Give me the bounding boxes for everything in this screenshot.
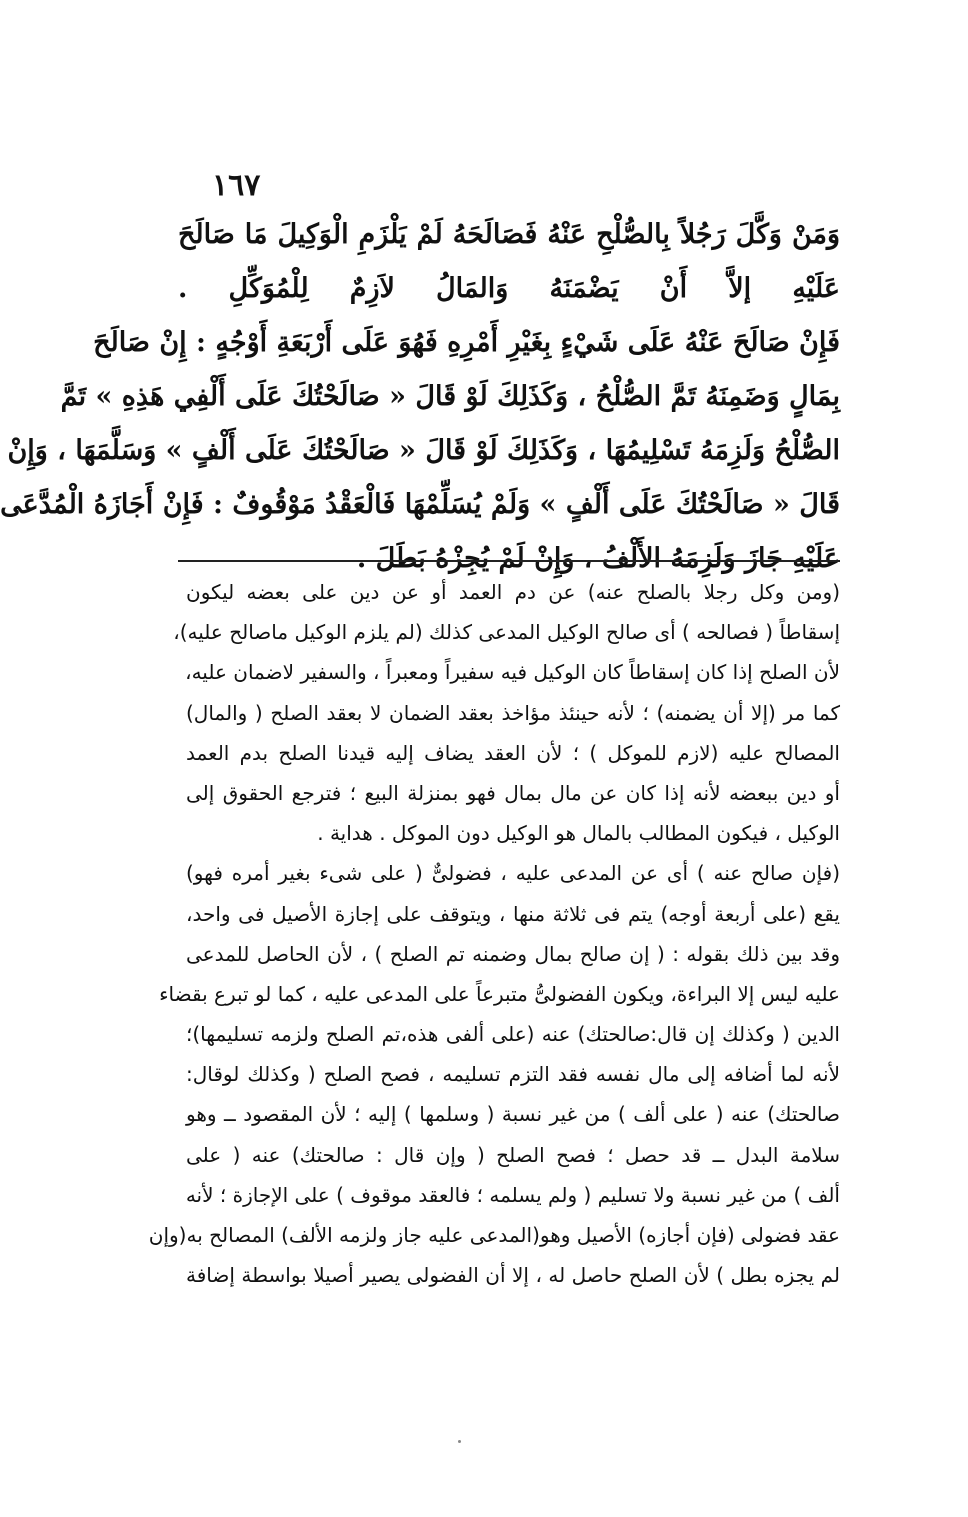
commentary-line: (ومن وكل رجلا بالصلح عنه) عن دم العمد أو عن دين على بعضه ليكون (186, 580, 840, 604)
main-text-line: عَلَيْهِ جَازَ وَلَزِمَهُ الأَلْفُ ، وَإِنْ لَمْ يُجِزْهُ بَطَلَ . (356, 543, 840, 574)
commentary-line: أو دين ببعضه لأنه إذا كان عن مال بمال فهو بمنزلة البيع ؛ فترجع الحقوق إلى (186, 780, 840, 805)
commentary-line: عقد فضولى (فإن أجازه) الأصيل وهو(المدعى عليه جاز ولزمه الألف) المصالح به(وإن (148, 1223, 840, 1247)
commentary-line: كما مر (إلا أن يضمنه) ؛ لأنه حينئذ مؤاخذ بعقد الضمان لا بعقد الصلح ( والمال) (186, 700, 840, 725)
commentary-line: المصالح عليه (لازم للموكل ) ؛ لأن العقد يضاف إليه قيدنا الصلح بدم العمد (186, 740, 840, 765)
commentary-line: إسقاطاً ( فصالحه ) أى صالح الوكيل المدعى كذلك (لم يلزم الوكيل ماصالح عليه)، (173, 620, 840, 645)
main-text-line: عَلَيْهِ إلاَّ أَنْ يَضْمَنَهُ وَالمَالُ لاَزِمٌ لِلْمُوَكِّلِ . (178, 273, 840, 304)
commentary-line: لأنه لما أضافه إلى مال نفسه فقد التزم تسليمه ، فصح الصلح ( وكذلك لوقال: (186, 1062, 840, 1087)
commentary-line: الدين ( وكذلك إن قال:صالحتك) عنه (على ألفى هذه،تم الصلح ولزمه تسليمها)؛ (186, 1022, 840, 1047)
main-text-line: فَإِنْ صَالَحَ عَنْهُ عَلَى شَيْءٍ بِغَيْرِ أَمْرِهِ فَهُوَ عَلَى أَرْبَعَةِ أَوْجُهٍ : إِنْ صَالَحَ (93, 327, 840, 358)
main-text-line: الصُّلْحُ وَلَزِمَهُ تَسْلِيمُهَا ، وَكَذَلِكَ لَوْ قَالَ « صَالَحْتُكَ عَلَى أَلْفٍ » وَسَلَّمَهَا ، وَإِنْ (7, 435, 840, 466)
page-number: ١٦٧ (212, 168, 261, 203)
main-text-line: قَالَ « صَالَحْتُكَ عَلَى أَلْفٍ » وَلَمْ يُسَلِّمْهَا فَالْعَقْدُ مَوْقُوفٌ : فَإِنْ أَجَازَهُ الْمُدَّعَى (0, 489, 840, 520)
commentary-block (148, 572, 840, 1295)
commentary-line: لم يجزه بطل ) لأن الصلح حاصل له ، إلا أن الفضولى يصير أصيلا بواسطة إضافة (186, 1263, 840, 1288)
separator-rule (178, 560, 840, 562)
commentary-line: ألف ) من غير نسبة ولا تسليم ( ولم يسلمه ؛ فالعقد موقوف ) على الإجازة ؛ لأنه (185, 1182, 840, 1207)
commentary-line: يقع (على أربعة أوجه) يتم فى ثلاثة منها ، ويتوقف على إجازة الأصيل فى واحد، (186, 901, 840, 926)
scan-speck (458, 1440, 461, 1443)
commentary-line: عليه ليس إلا البراءة، ويكون الفضولىُّ متبرعاً على المدعى عليه ، كما لو تبرع بقضاء (159, 981, 840, 1006)
commentary-line: وقد بين ذلك بقوله : ( إن صالح بمال وضمنه تم الصلح ) ، لأن الحاصل للمدعى (186, 941, 840, 966)
main-text-block (0, 208, 840, 586)
main-text-line: بِمَالٍ وَضَمِنَهُ تَمَّ الصُّلْحُ ، وَكَذَلِكَ لَوْ قَالَ « صَالَحْتُكَ عَلَى أَلْفِي هَذِهِ » تَمَّ (60, 381, 840, 412)
main-text-line: وَمَنْ وَكَّلَ رَجُلاً بِالصُّلْحِ عَنْهُ فَصَالَحَهُ لَمْ يَلْزَمِ الْوَكِيلَ مَا صَالَحَ (178, 219, 840, 250)
commentary-line: صالحتك) عنه ( على ألف ) من غير نسبة ( وسلمها ) إليه ؛ لأن المقصود ــ وهو (186, 1102, 840, 1127)
commentary-line: (فإن صالح عنه ) أى عن المدعى عليه ، فضولىٌّ ( على شىء بغير أمره فهو) (186, 861, 840, 886)
commentary-line: لأن الصلح إذا كان إسقاطاً كان الوكيل فيه سفيراً ومعبراً ، والسفير لاضمان عليه، (185, 660, 840, 685)
commentary-line: الوكيل ، فيكون المطالب بالمال هو الوكيل دون الموكل . هداية . (317, 821, 840, 846)
commentary-line: سلامة البدل ــ قد حصل ؛ فصح الصلح ( وإن قال : صالحتك) عنه ( على (186, 1142, 840, 1167)
